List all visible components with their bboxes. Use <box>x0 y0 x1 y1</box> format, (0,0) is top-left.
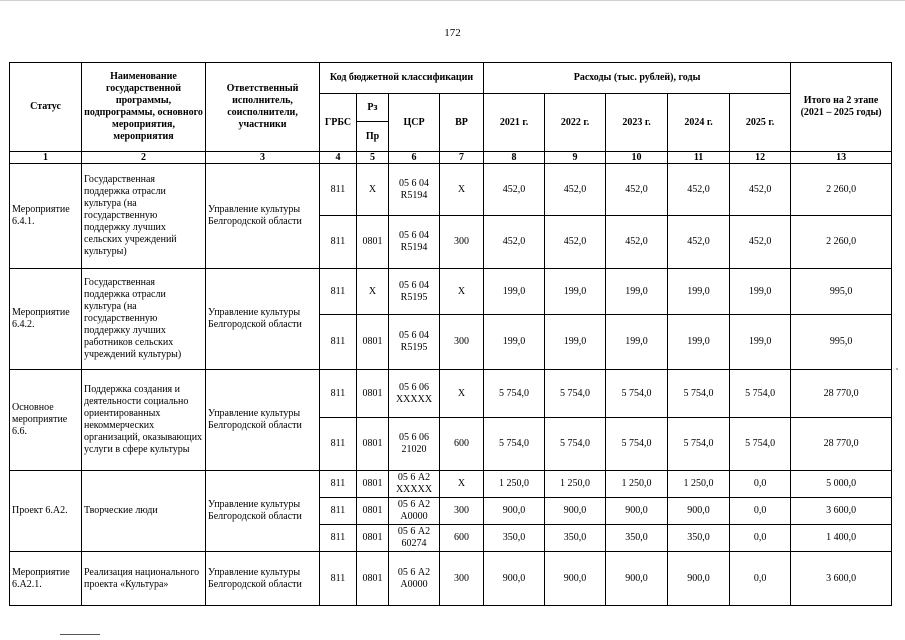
cell-csr-line1: 05 6 04 <box>399 330 429 341</box>
cell-csr-line1: 05 6 06 <box>399 432 429 443</box>
cell-total: 3 600,0 <box>791 552 892 606</box>
cell-2021: 1 250,0 <box>484 471 545 498</box>
cell-csr-line1: 05 6 А2 <box>397 499 431 510</box>
cell-rzpr: 0801 <box>357 525 389 552</box>
cell-vr: 600 <box>440 525 484 552</box>
column-number: 3 <box>206 152 320 164</box>
cell-total: 28 770,0 <box>791 418 892 471</box>
cell-2024: 900,0 <box>668 498 730 525</box>
cell-csr-line2: ХХХХХ <box>395 484 433 495</box>
header-status: Статус <box>10 63 82 152</box>
cell-csr-line2: ХХХХХ <box>395 393 433 405</box>
header-budget-code: Код бюджетной классификации <box>320 63 484 94</box>
row-responsible: Управление культуры Белгородской области <box>206 370 320 471</box>
cell-2021: 900,0 <box>484 498 545 525</box>
cell-2024: 900,0 <box>668 552 730 606</box>
cell-2021: 900,0 <box>484 552 545 606</box>
table-row <box>10 164 892 216</box>
cell-rzpr: 0801 <box>357 552 389 606</box>
cell-2022: 199,0 <box>545 269 606 315</box>
cell-2024: 5 754,0 <box>668 370 730 418</box>
cell-grbs: 811 <box>320 471 357 498</box>
cell-2024: 199,0 <box>668 315 730 370</box>
cell-2022: 199,0 <box>545 315 606 370</box>
cell-vr: Х <box>440 370 484 418</box>
cell-2023: 900,0 <box>606 498 668 525</box>
cell-csr-line2: R5194 <box>400 242 428 253</box>
budget-table <box>9 62 892 606</box>
cell-csr-line1: 05 6 А2 <box>397 566 431 578</box>
cell-csr-line2: А0000 <box>400 511 428 522</box>
cell-2021: 5 754,0 <box>484 418 545 471</box>
row-responsible: Управление культуры Белгородской области <box>206 471 320 552</box>
cell-csr-line2: R5194 <box>400 189 428 201</box>
cell-total: 995,0 <box>791 269 892 315</box>
cell-2021: 5 754,0 <box>484 370 545 418</box>
cell-2024: 1 250,0 <box>668 471 730 498</box>
header-year-2023: 2023 г. <box>606 94 668 152</box>
cell-csr-line2: R5195 <box>400 342 428 353</box>
column-number: 7 <box>440 152 484 164</box>
cell-2021: 199,0 <box>484 269 545 315</box>
cell-grbs: 811 <box>320 498 357 525</box>
cell-rzpr: Х <box>357 164 389 216</box>
cell-2023: 900,0 <box>606 552 668 606</box>
row-responsible: Управление культуры Белгородской области <box>206 269 320 370</box>
cell-2021: 350,0 <box>484 525 545 552</box>
header-year-2024: 2024 г. <box>668 94 730 152</box>
cell-2025: 199,0 <box>730 315 791 370</box>
cell-csr-line1: 05 6 04 <box>399 279 429 291</box>
cell-rzpr: 0801 <box>357 370 389 418</box>
cell-vr: Х <box>440 471 484 498</box>
cell-total: 3 600,0 <box>791 498 892 525</box>
scan-edge <box>0 0 905 1</box>
cell-total: 2 260,0 <box>791 216 892 269</box>
cell-2021: 452,0 <box>484 216 545 269</box>
cell-csr-line2: 60274 <box>401 538 427 549</box>
cell-grbs: 811 <box>320 525 357 552</box>
cell-grbs: 811 <box>320 315 357 370</box>
cell-2023: 452,0 <box>606 216 668 269</box>
cell-2023: 1 250,0 <box>606 471 668 498</box>
cell-2025: 5 754,0 <box>730 418 791 471</box>
cell-2023: 452,0 <box>606 164 668 216</box>
header-expenses: Расходы (тыс. рублей), годы <box>484 63 791 94</box>
cell-grbs: 811 <box>320 418 357 471</box>
cell-grbs: 811 <box>320 552 357 606</box>
cell-2023: 5 754,0 <box>606 370 668 418</box>
column-number: 10 <box>606 152 668 164</box>
cell-total: 995,0 <box>791 315 892 370</box>
row-status: Мероприятие 6.4.2. <box>10 269 82 370</box>
cell-csr <box>389 552 440 606</box>
cell-csr-line2: 21020 <box>401 444 427 455</box>
cell-vr: 600 <box>440 418 484 471</box>
table-row <box>10 269 892 315</box>
cell-rzpr: 0801 <box>357 315 389 370</box>
scan-edge <box>60 634 100 635</box>
cell-csr-line1: 05 6 А2 <box>397 526 431 537</box>
cell-2025: 0,0 <box>730 552 791 606</box>
cell-2024: 350,0 <box>668 525 730 552</box>
header-pr: Пр <box>357 122 389 152</box>
row-name: Творческие люди <box>82 471 206 552</box>
table-row <box>10 471 892 498</box>
cell-2025: 0,0 <box>730 498 791 525</box>
cell-2024: 199,0 <box>668 269 730 315</box>
cell-csr <box>389 370 440 418</box>
header-year-2022: 2022 г. <box>545 94 606 152</box>
cell-total: 1 400,0 <box>791 525 892 552</box>
column-number: 4 <box>320 152 357 164</box>
column-number-row <box>10 152 892 164</box>
cell-2022: 900,0 <box>545 552 606 606</box>
page-number: 172 <box>444 27 461 39</box>
cell-rzpr: 0801 <box>357 498 389 525</box>
cell-vr: 300 <box>440 552 484 606</box>
cell-csr <box>389 164 440 216</box>
cell-vr: 300 <box>440 216 484 269</box>
cell-2022: 1 250,0 <box>545 471 606 498</box>
cell-csr-line1: 05 6 А2 <box>397 472 431 483</box>
cell-rzpr: 0801 <box>357 418 389 471</box>
header-vr: ВР <box>440 94 484 152</box>
row-responsible: Управление культуры Белгородской области <box>206 552 320 606</box>
cell-2024: 452,0 <box>668 216 730 269</box>
cell-csr <box>389 269 440 315</box>
cell-2022: 5 754,0 <box>545 370 606 418</box>
cell-total: 5 000,0 <box>791 471 892 498</box>
cell-total: 28 770,0 <box>791 370 892 418</box>
row-responsible: Управление культуры Белгородской области <box>206 164 320 269</box>
cell-2023: 5 754,0 <box>606 418 668 471</box>
header-rz: Рз <box>357 94 389 122</box>
cell-vr: Х <box>440 164 484 216</box>
scan-speck <box>896 368 898 370</box>
cell-2025: 452,0 <box>730 216 791 269</box>
cell-rzpr: Х <box>357 269 389 315</box>
cell-csr <box>389 418 440 471</box>
row-status: Основное мероприятие 6.6. <box>10 370 82 471</box>
cell-rzpr: 0801 <box>357 216 389 269</box>
cell-2025: 199,0 <box>730 269 791 315</box>
cell-2025: 0,0 <box>730 525 791 552</box>
cell-grbs: 811 <box>320 216 357 269</box>
column-number: 11 <box>668 152 730 164</box>
header-csr: ЦСР <box>389 94 440 152</box>
table-row <box>10 370 892 418</box>
cell-csr <box>389 525 440 552</box>
header-responsible: Ответственный исполнитель, соисполнители, участники <box>206 63 320 152</box>
row-status: Мероприятие 6.А2.1. <box>10 552 82 606</box>
column-number: 6 <box>389 152 440 164</box>
column-number: 12 <box>730 152 791 164</box>
row-name: Государственная поддержка отрасли культура (на государственную поддержку лучших сельских учреждений культуры) <box>82 164 206 269</box>
row-status: Мероприятие 6.4.1. <box>10 164 82 269</box>
table-row <box>10 552 892 606</box>
column-number: 13 <box>791 152 892 164</box>
cell-grbs: 811 <box>320 164 357 216</box>
column-number: 2 <box>82 152 206 164</box>
cell-vr: 300 <box>440 315 484 370</box>
cell-csr-line2: R5195 <box>400 291 428 303</box>
cell-vr: Х <box>440 269 484 315</box>
cell-2021: 452,0 <box>484 164 545 216</box>
cell-csr <box>389 498 440 525</box>
cell-2022: 452,0 <box>545 216 606 269</box>
cell-2022: 350,0 <box>545 525 606 552</box>
cell-csr <box>389 471 440 498</box>
cell-2022: 452,0 <box>545 164 606 216</box>
cell-csr-line1: 05 6 06 <box>399 381 429 393</box>
cell-2025: 452,0 <box>730 164 791 216</box>
cell-csr-line1: 05 6 04 <box>399 230 429 241</box>
row-name: Государственная поддержка отрасли культура (на государственную поддержку лучших работников сельских учреждений культуры) <box>82 269 206 370</box>
cell-csr <box>389 315 440 370</box>
cell-grbs: 811 <box>320 370 357 418</box>
cell-2025: 0,0 <box>730 471 791 498</box>
column-number: 9 <box>545 152 606 164</box>
row-name: Поддержка создания и деятельности социально ориентированных некоммерческих организаций, оказывающих услуги в сфере культуры <box>82 370 206 471</box>
cell-grbs: 811 <box>320 269 357 315</box>
column-number: 5 <box>357 152 389 164</box>
cell-total: 2 260,0 <box>791 164 892 216</box>
cell-2021: 199,0 <box>484 315 545 370</box>
header-name: Наименование государственной программы, подпрограммы, основного мероприятия, мероприятия <box>82 63 206 152</box>
cell-csr <box>389 216 440 269</box>
cell-2023: 350,0 <box>606 525 668 552</box>
cell-2025: 5 754,0 <box>730 370 791 418</box>
cell-2022: 900,0 <box>545 498 606 525</box>
column-number: 8 <box>484 152 545 164</box>
cell-2024: 452,0 <box>668 164 730 216</box>
header-year-2025: 2025 г. <box>730 94 791 152</box>
cell-csr-line1: 05 6 04 <box>399 177 429 189</box>
row-name: Реализация национального проекта «Культура» <box>82 552 206 606</box>
header-grbs: ГРБС <box>320 94 357 152</box>
column-number: 1 <box>10 152 82 164</box>
cell-2023: 199,0 <box>606 315 668 370</box>
cell-csr-line2: А0000 <box>400 578 428 590</box>
cell-vr: 300 <box>440 498 484 525</box>
cell-2022: 5 754,0 <box>545 418 606 471</box>
header-total: Итого на 2 этапе (2021 – 2025 годы) <box>791 63 892 152</box>
row-status: Проект 6.А2. <box>10 471 82 552</box>
cell-2024: 5 754,0 <box>668 418 730 471</box>
cell-2023: 199,0 <box>606 269 668 315</box>
cell-rzpr: 0801 <box>357 471 389 498</box>
header-year-2021: 2021 г. <box>484 94 545 152</box>
